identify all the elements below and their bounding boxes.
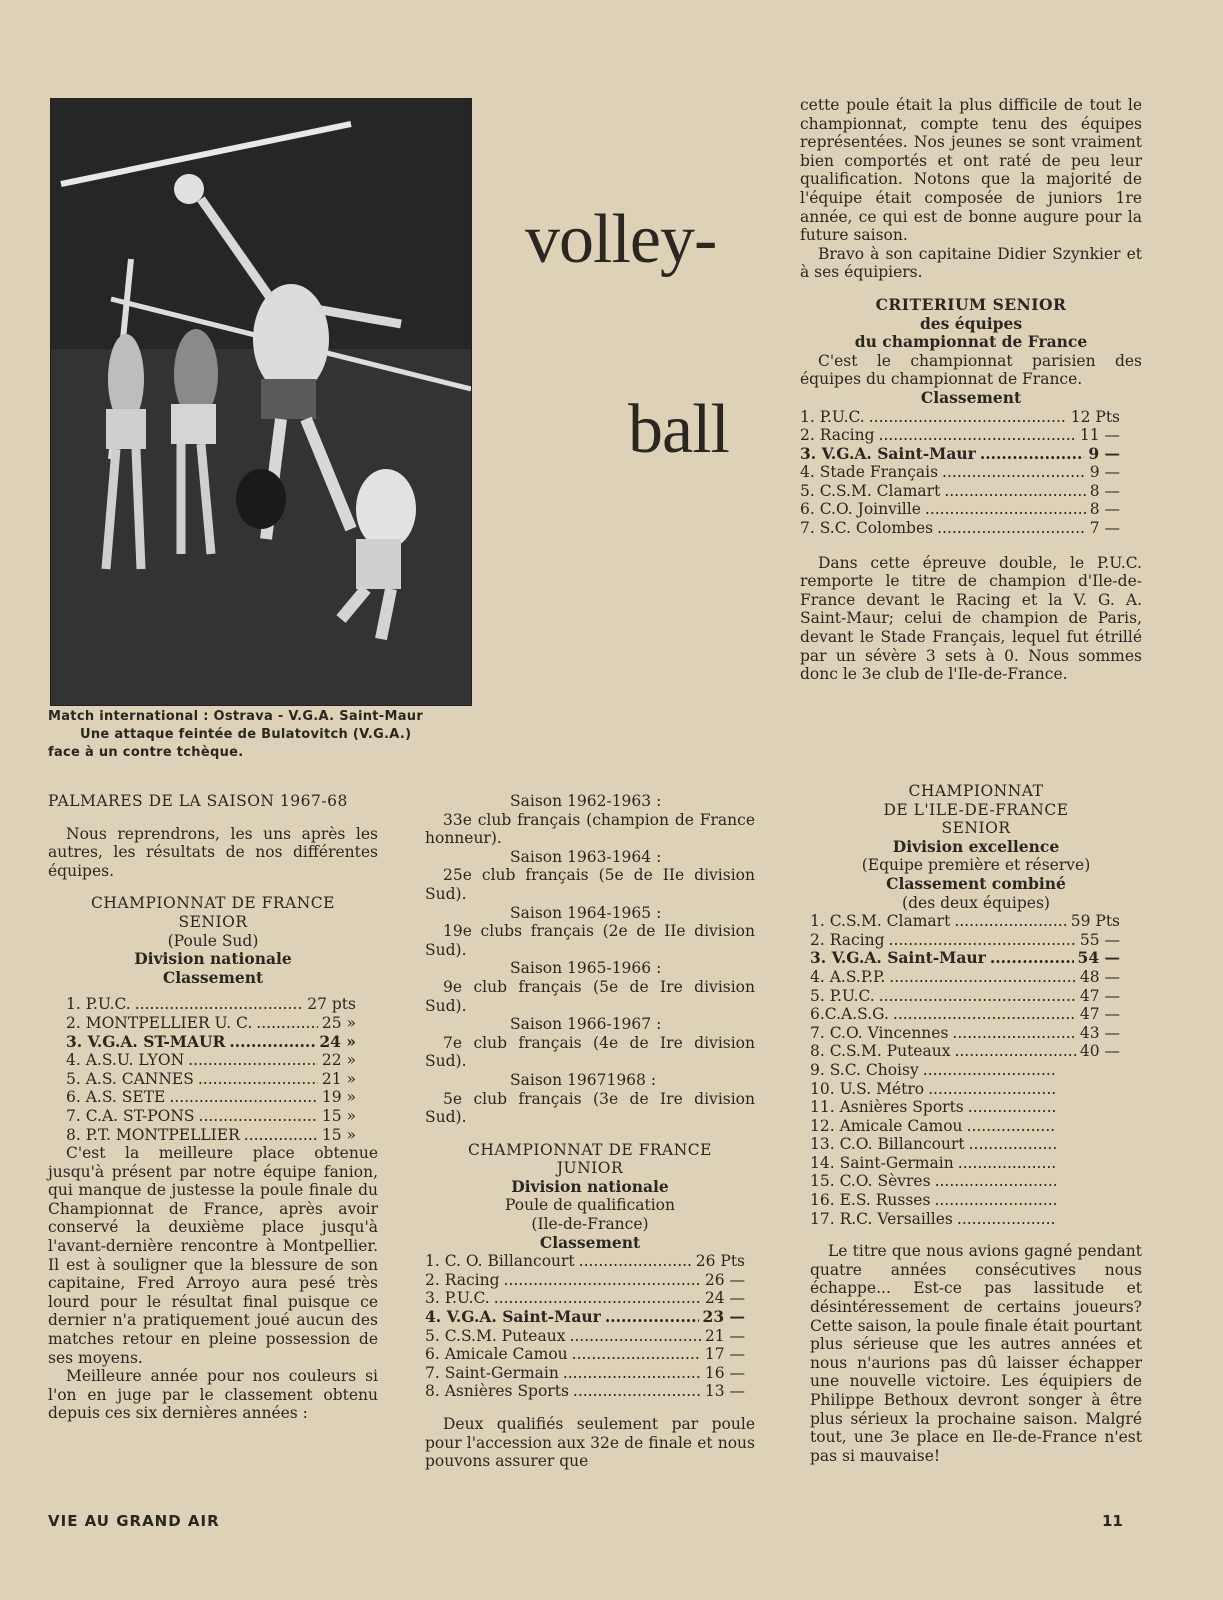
paragraph-text1: C'est la meilleure place obtenue jusqu'à présent par notre équipe fanion, qui manque de justesse la poule finale du Championnat de France, après avoir conservé la deuxième place jusqu'à l'avant-dernière rencontre à Montpellier. Il est à souligner que la blessure de son capitaine, Fred Arroyo aura pesé très lourd pour le résultat final puisque ce dernier n'a pratiquement joué aucun des matches retour en pleine possession de ses moyens.: [48, 1144, 378, 1367]
table-row: 1. P.U.C. ..... 27 pts: [66, 995, 356, 1014]
criterium-subheading-2: du championnat de France: [854, 332, 1088, 352]
team-label: (Equipe première et réserve): [861, 856, 1091, 875]
table-row: 8. P.T. MONTPELLIER ..... 15 »: [66, 1126, 356, 1145]
list-item: Saison 19671968 : 5e club français (3e de Ire division Sud).: [425, 1070, 755, 1127]
classement-label: Classement combiné: [886, 873, 1066, 893]
paragraph-conclusion: Le titre que nous avions gagné pendant quatre années consécutives nous échappe... Est-ce pas lassitude et désintéressement de certains joueurs? Cette saison, la poule finale était pourtant plus sérieuse que les autres années et nous n'aurions pas dû laisser échapper une nouvelle victoire. Les équipiers de Philippe Bethoux devront songer à être plus sérieux la prochaine saison. Malgré tout, une 3e place en Ile-de-France n'est pas si mauvaise!: [810, 1242, 1142, 1465]
table-row: 8. Asnières Sports ..... 13 —: [425, 1382, 745, 1401]
table-row: 10. U.S. Métro .....: [810, 1080, 1060, 1099]
middle-column: [425, 792, 755, 1471]
table-row: 6. Amicale Camou ..... 17 —: [425, 1345, 745, 1364]
match-photo: [50, 98, 472, 706]
division-label: Division excellence: [892, 836, 1060, 856]
poule-label: (Poule Sud): [167, 931, 259, 950]
table-row: 2. MONTPELLIER U. C. ..... 25 »: [66, 1014, 356, 1033]
criterium-heading: CRITERIUM SENIOR: [875, 294, 1067, 314]
criterium-classement-label: Classement: [920, 387, 1022, 407]
photo-caption: [48, 708, 478, 762]
ranking-table: [425, 1252, 745, 1401]
table-row: 8. C.S.M. Puteaux ..... 40 —: [810, 1042, 1120, 1061]
classement-note: (des deux équipes): [902, 893, 1050, 912]
table-row: 7. C.A. ST-PONS ..... 15 »: [66, 1107, 356, 1126]
table-row: 17. R.C. Versailles .....: [810, 1210, 1060, 1229]
table-row: 1. C. O. Billancourt ..... 26 Pts: [425, 1252, 745, 1271]
section-heading: CHAMPIONNAT: [908, 782, 1044, 800]
left-column: [48, 792, 378, 1423]
table-row: 4. A.S.P.P. ..... 48 —: [810, 968, 1120, 987]
table-row: 4. V.G.A. Saint-Maur ..... 23 —: [425, 1308, 745, 1327]
table-row: 4. Stade Français ..... 9 —: [800, 463, 1120, 482]
caption-line-2: Une attaque feintée de Bulatovitch (V.G.A.): [80, 727, 412, 742]
classement-label: Classement: [539, 1232, 641, 1252]
table-row: 5. A.S. CANNES ..... 21 »: [66, 1070, 356, 1089]
right-column-top: [800, 96, 1142, 684]
seasons-list: [425, 792, 755, 1127]
table-row: 6. A.S. SETE ..... 19 »: [66, 1088, 356, 1107]
caption-line-1: Match international : Ostrava - V.G.A. Saint-Maur: [48, 709, 424, 724]
table-row: 2. Racing ..... 55 —: [810, 931, 1120, 950]
table-row: 12. Amicale Camou .....: [810, 1117, 1060, 1136]
table-row: 3. P.U.C. ..... 24 —: [425, 1289, 745, 1308]
list-item: Saison 1962-1963 : 33e club français (champion de France honneur).: [425, 792, 755, 848]
table-row: 7. C.O. Vincennes ..... 43 —: [810, 1024, 1120, 1043]
article-title-part1: volley-: [525, 201, 717, 278]
page-number: 11: [1102, 1512, 1123, 1530]
table-row: 5. C.S.M. Puteaux ..... 21 —: [425, 1327, 745, 1346]
ranking-table: [810, 912, 1120, 1228]
table-row: 3. V.G.A. Saint-Maur ..... 9 —: [800, 445, 1120, 464]
table-row: 16. E.S. Russes .....: [810, 1191, 1060, 1210]
list-item: Saison 1965-1966 : 9e club français (5e de Ire division Sud).: [425, 959, 755, 1015]
paragraph-double: Dans cette épreuve double, le P.U.C. remporte le titre de champion d'Ile-de-France devant le Racing et la V. G. A. Saint-Maur; celui de champion de Paris, devant le Stade Français, lequel fut étrillé par un sévère 3 sets à 0. Nous sommes donc le 3e club de l'Ile-de-France.: [800, 553, 1142, 684]
criterium-text: C'est le championnat parisien des équipes du championnat de France.: [800, 351, 1142, 389]
caption-line-3: face à un contre tchèque.: [48, 745, 244, 760]
division-label: Division nationale: [511, 1176, 669, 1196]
table-row: 3. V.G.A. ST-MAUR ..... 24 »: [66, 1033, 356, 1052]
section-heading: CHAMPIONNAT DE FRANCE: [91, 894, 335, 913]
list-item: Saison 1966-1967 : 7e club français (4e de Ire division Sud).: [425, 1015, 755, 1071]
criterium-subheading-1: des équipes: [919, 313, 1023, 333]
table-row: 1. C.S.M. Clamart ..... 59 Pts: [810, 912, 1120, 931]
table-row: 2. Racing ..... 11 —: [800, 426, 1120, 445]
table-row: 13. C.O. Billancourt .....: [810, 1135, 1060, 1154]
table-row: 14. Saint-Germain .....: [810, 1154, 1060, 1173]
table-row: 6.C.A.S.G. ..... 47 —: [810, 1005, 1120, 1024]
right-column-bottom: [810, 782, 1142, 1465]
table-row: 15. C.O. Sèvres .....: [810, 1172, 1060, 1191]
list-item: Saison 1964-1965 : 19e clubs français (2e de IIe division Sud).: [425, 903, 755, 959]
table-row: 5. C.S.M. Clamart ..... 8 —: [800, 482, 1120, 501]
section-subheading: DE L'ILE-DE-FRANCE: [883, 800, 1069, 819]
table-row: 3. V.G.A. Saint-Maur ..... 54 —: [810, 949, 1120, 968]
table-row: 9. S.C. Choisy .....: [810, 1061, 1060, 1080]
paragraph-bravo: Bravo à son capitaine Didier Szynkier et à ses équipiers.: [800, 244, 1142, 282]
paragraph-intro: Nous reprendrons, les uns après les autres, les résultats de nos différentes équipes.: [48, 824, 378, 880]
magazine-name: VIE AU GRAND AIR: [48, 1512, 220, 1530]
table-row: 11. Asnières Sports .....: [810, 1098, 1060, 1117]
list-item: Saison 1963-1964 : 25e club français (5e de IIe division Sud).: [425, 847, 755, 903]
palmares-heading: PALMARES DE LA SAISON 1967-68: [48, 792, 348, 810]
paragraph-qualifies: Deux qualifiés seulement par poule pour l'accession aux 32e de finale et nous pouvons assurer que: [425, 1415, 755, 1471]
section-subheading: SENIOR: [178, 912, 248, 931]
table-row: 1. P.U.C. ..... 12 Pts: [800, 408, 1120, 427]
article-title-part2: ball: [628, 391, 729, 468]
region-label: (Ile-de-France): [531, 1215, 649, 1234]
poule-label: Poule de qualification: [504, 1196, 675, 1215]
paragraph-intro: cette poule était la plus difficile de tout le championnat, compte tenu des équipes représentées. Nos jeunes se sont vraiment bien comportés et ont raté de peu leur qualification. Notons que la majorité de l'équipe était composée de juniors 1re année, ce qui est de bonne augure pour la future saison.: [800, 96, 1142, 245]
division-label: Division nationale: [134, 949, 292, 969]
table-row: 2. Racing ..... 26 —: [425, 1271, 745, 1290]
classement-label: Classement: [162, 967, 264, 987]
volleyball-photo-illustration: [51, 99, 471, 705]
category-label: SENIOR: [941, 819, 1011, 838]
table-row: 7. Saint-Germain ..... 16 —: [425, 1364, 745, 1383]
table-row: 5. P.U.C. ..... 47 —: [810, 987, 1120, 1006]
section-subheading: JUNIOR: [556, 1159, 624, 1178]
paragraph-text2: Meilleure année pour nos couleurs si l'on en juge par le classement obtenu depuis ces six dernières années :: [48, 1367, 378, 1423]
ranking-table: [48, 995, 356, 1144]
table-row: 7. S.C. Colombes ..... 7 —: [800, 519, 1120, 538]
section-heading: CHAMPIONNAT DE FRANCE: [468, 1140, 712, 1159]
table-row: 6. C.O. Joinville ..... 8 —: [800, 500, 1120, 519]
criterium-table: [800, 408, 1120, 538]
table-row: 4. A.S.U. LYON ..... 22 »: [66, 1051, 356, 1070]
